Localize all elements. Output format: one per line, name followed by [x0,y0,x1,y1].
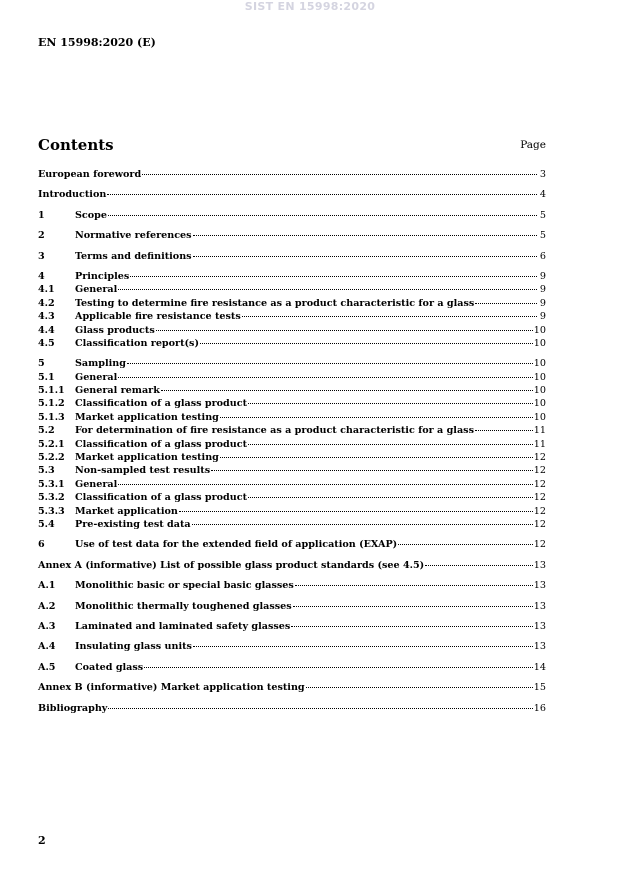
toc-entry-title: Annex B (informative) Market application testing [38,682,305,694]
toc-leader-dots [193,646,533,647]
toc-entry-title: Sampling [75,358,126,370]
toc-leader-dots [161,390,533,391]
toc-entry[interactable] [38,452,546,465]
toc-entry[interactable] [38,325,546,338]
toc-entry-title: Laminated and laminated safety glasses [75,620,291,632]
toc-entry-number: A.2 [38,600,56,612]
toc-entry[interactable] [38,465,546,478]
toc-entry-title: Applicable fire resistance tests [75,311,241,323]
toc-entry-number: 5 [38,358,45,370]
toc-entry-title: Testing to determine fire resistance as a product characteristic for a glass [75,297,475,309]
toc-entry-title: Pre-existing test data [75,518,191,530]
toc-entry-page: 12 [533,518,546,530]
toc-leader-dots [425,565,533,566]
toc-entry-number: 5.2.2 [38,452,65,464]
toc-entry-number: A.5 [38,661,56,673]
toc-leader-dots [293,606,533,607]
page-title: Contents [38,136,114,154]
toc-entry-title: Market application testing [75,411,219,423]
toc-entry-page: 12 [533,452,546,464]
toc-entry-title: General remark [75,385,160,397]
toc-leader-dots [193,235,537,236]
toc-entry-number: 6 [38,539,45,551]
toc-leader-dots [118,484,532,485]
toc-entry-title: Principles [75,270,130,282]
toc-entry-number: 4.2 [38,297,55,309]
toc-leader-dots [144,667,533,668]
toc-leader-dots [475,430,533,431]
toc-entry-title: Use of test data for the extended field of application (EXAP) [75,539,398,551]
toc-entry[interactable] [38,682,546,695]
toc-entry-title: General [75,478,118,490]
toc-entry[interactable] [38,439,546,452]
toc-entry[interactable] [38,271,546,284]
toc-entry-title: For determination of fire resistance as a product characteristic for a glass [75,425,474,437]
toc-entry[interactable] [38,251,546,264]
toc-entry[interactable] [38,621,546,634]
toc-entry-number: 2 [38,230,45,242]
toc-leader-dots [211,470,533,471]
toc-leader-dots [248,444,533,445]
toc-entry-title: Classification of a glass product [75,438,248,450]
toc-entry-number: 5.3.1 [38,478,65,490]
toc-entry-title: General [75,371,118,383]
toc-entry[interactable] [38,385,546,398]
toc-entry[interactable] [38,372,546,385]
toc-entry-title: Insulating glass units [75,641,192,653]
toc-entry-title: European foreword [38,169,142,180]
toc-leader-dots [108,708,532,709]
toc-entry-page: 9 [539,270,546,282]
toc-entry-number: 5.3.2 [38,492,65,504]
toc-entry-page: 10 [533,324,546,336]
toc-entry[interactable] [38,298,546,311]
toc-leader-dots [156,330,533,331]
page-number: 2 [38,834,46,847]
toc-entry-number: 5.3 [38,465,55,477]
toc-leader-dots [398,544,533,545]
toc-entry[interactable] [38,284,546,297]
toc-leader-dots [248,403,533,404]
toc-entry-page: 10 [533,385,546,397]
toc-entry-number: 5.4 [38,518,55,530]
toc-entry-number: 4.3 [38,311,55,323]
toc-leader-dots [127,363,533,364]
toc-entry-number: 4.1 [38,284,55,296]
toc-entry-page: 12 [533,478,546,490]
toc-entry[interactable] [38,189,546,202]
toc-entry[interactable] [38,425,546,438]
toc-entry-title: Glass products [75,324,155,336]
toc-entry-title: Terms and definitions [75,250,192,262]
toc-leader-dots [107,194,537,195]
toc-entry[interactable] [38,412,546,425]
toc-entry-title: Monolithic thermally toughened glasses [75,600,292,612]
toc-entry-title: Classification report(s) [75,337,199,349]
toc-entry-page: 13 [533,620,546,632]
toc-entry[interactable] [38,519,546,532]
toc-entry[interactable] [38,311,546,324]
toc-entry-number: 5.1.3 [38,411,65,423]
toc-entry-page: 11 [533,425,546,437]
toc-entry-page: 9 [539,311,546,323]
toc-entry-page: 3 [539,169,546,180]
page-column-label: Page [520,139,546,151]
toc-entry[interactable] [38,601,546,614]
toc-entry[interactable] [38,398,546,411]
toc-leader-dots [200,343,533,344]
watermark: SIST EN 15998:2020 [244,0,376,13]
toc-entry-title: Bibliography [38,702,108,714]
toc-entry-page: 10 [533,358,546,370]
toc-entry-number: A.3 [38,620,56,632]
toc-entry-page: 12 [533,492,546,504]
toc-entry[interactable] [38,479,546,492]
toc-leader-dots [220,417,533,418]
toc-entry[interactable] [38,358,546,371]
toc-entry[interactable] [38,169,546,182]
toc-leader-dots [306,687,533,688]
toc-entry-page: 12 [533,505,546,517]
toc-entry-title: Annex A (informative) List of possible glass product standards (see 4.5) [38,559,425,571]
toc-entry-number: 3 [38,250,45,262]
toc-entry-number: 4.5 [38,337,55,349]
toc-entry[interactable] [38,703,546,716]
toc-entry[interactable] [38,210,546,223]
toc-entry-page: 13 [533,641,546,653]
toc-entry-page: 10 [533,398,546,410]
toc-entry-page: 10 [533,411,546,423]
toc-leader-dots [248,497,533,498]
toc-entry-title: Market application [75,505,178,517]
toc-entry-number: 5.1 [38,371,55,383]
toc-leader-dots [130,276,537,277]
toc-entry-page: 5 [539,230,546,242]
toc-entry[interactable] [38,338,546,351]
toc-leader-dots [291,626,533,627]
toc-entry[interactable] [38,641,546,654]
toc-entry-page: 13 [533,600,546,612]
toc-leader-dots [142,174,537,175]
toc-entry-number: A.1 [38,580,56,592]
toc-leader-dots [108,215,537,216]
toc-entry-title: Scope [75,209,107,221]
toc-entry-title: Classification of a glass product [75,398,248,410]
toc-entry-title: Normative references [75,230,192,242]
toc-entry-page: 6 [539,250,546,262]
toc-leader-dots [220,457,533,458]
toc-entry-title: Monolithic basic or special basic glasses [75,580,294,592]
toc-entry-number: 5.1.2 [38,398,65,410]
toc-entry-page: 10 [533,337,546,349]
toc-entry-page: 11 [533,438,546,450]
toc-entry-number: A.4 [38,641,56,653]
toc-entry-page: 15 [533,682,546,694]
toc-entry[interactable] [38,492,546,505]
toc-entry-page: 4 [539,189,546,201]
toc-entry-title: General [75,284,118,296]
toc-entry-title: Non-sampled test results [75,465,211,477]
toc-entry-number: 5.2 [38,425,55,437]
table-of-contents [38,169,546,716]
toc-entry-number: 5.1.1 [38,385,65,397]
toc-entry-page: 13 [533,559,546,571]
toc-entry-number: 5.3.3 [38,505,65,517]
toc-entry-title: Coated glass [75,661,144,673]
toc-entry-number: 5.2.1 [38,438,65,450]
toc-leader-dots [118,289,537,290]
toc-entry[interactable] [38,230,546,243]
toc-entry-page: 5 [539,209,546,221]
toc-leader-dots [118,377,532,378]
toc-entry[interactable] [38,539,546,552]
document-header: EN 15998:2020 (E) [38,36,156,49]
toc-entry-page: 14 [533,661,546,673]
toc-entry-page: 13 [533,580,546,592]
toc-entry-number: 4 [38,270,45,282]
toc-leader-dots [179,511,533,512]
toc-entry-page: 12 [533,465,546,477]
toc-entry-title: Classification of a glass product [75,492,248,504]
toc-entry-page: 10 [533,371,546,383]
toc-leader-dots [193,256,537,257]
toc-entry[interactable] [38,662,546,675]
toc-entry-page: 9 [539,284,546,296]
toc-entry-title: Introduction [38,189,107,201]
toc-entry-number: 4.4 [38,324,55,336]
toc-entry[interactable] [38,560,546,573]
toc-leader-dots [192,524,533,525]
toc-entry[interactable] [38,506,546,519]
toc-entry[interactable] [38,580,546,593]
toc-leader-dots [475,303,537,304]
toc-entry-number: 1 [38,209,45,221]
toc-entry-page: 9 [539,297,546,309]
toc-entry-page: 16 [533,702,546,714]
toc-entry-title: Market application testing [75,452,219,464]
toc-entry-page: 12 [533,539,546,551]
toc-leader-dots [295,585,533,586]
toc-leader-dots [242,316,537,317]
